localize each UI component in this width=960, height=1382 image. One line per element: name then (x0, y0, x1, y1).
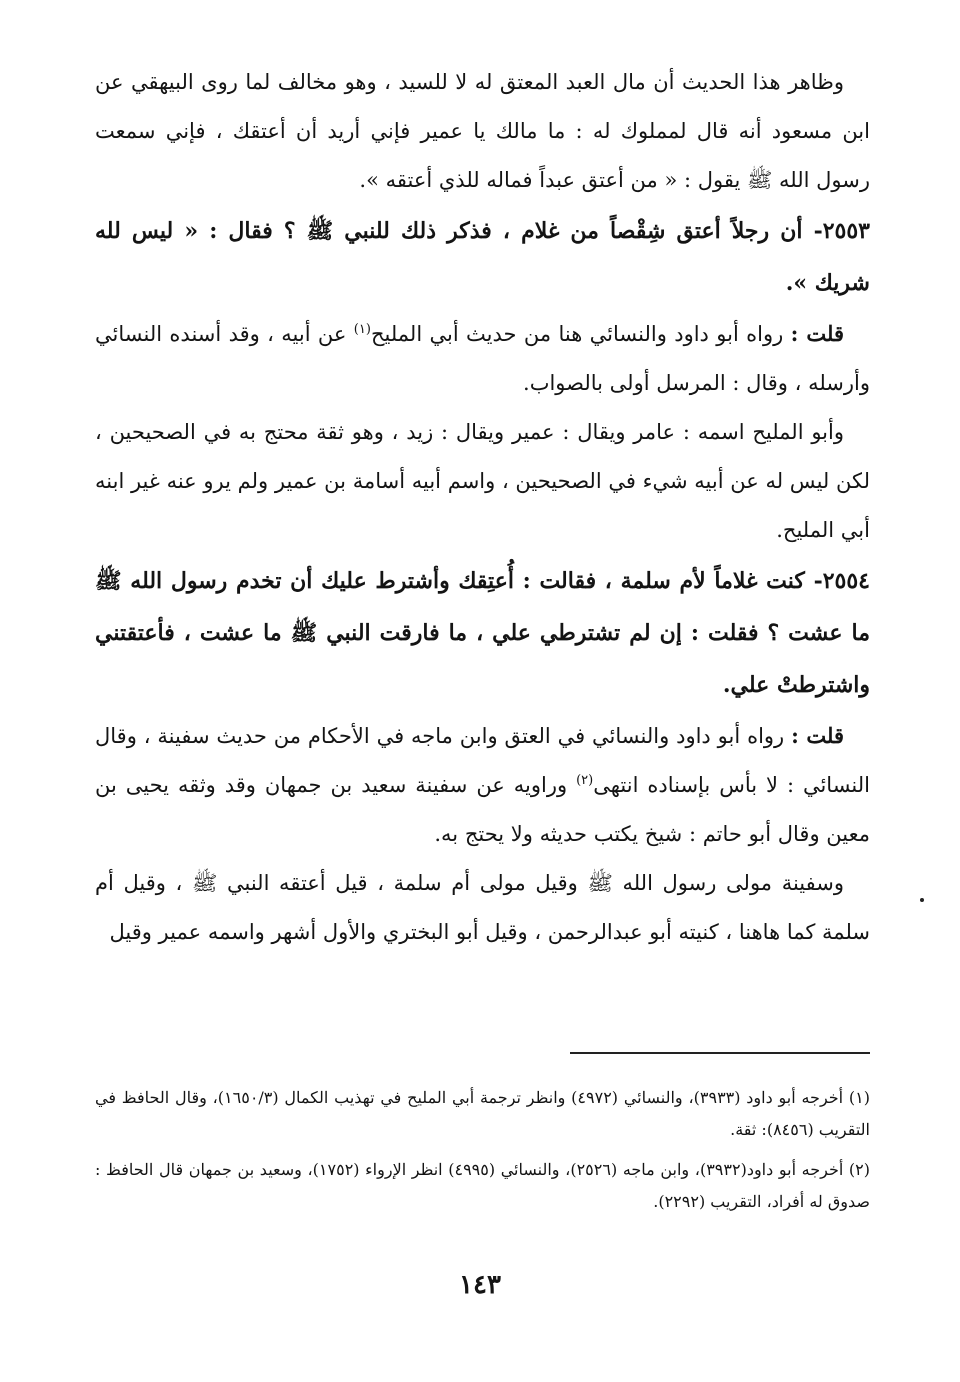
paragraph-qultu-2553 (95, 309, 870, 408)
qultu-text: رواه أبو داود والنسائي في العتق وابن ماجه في الأحكام من حديث سفينة ، وقال النسائي : لا بأس بإسناده انتهى (95, 724, 871, 797)
paragraph-qultu-2554 (95, 711, 870, 859)
footnote-ref-2[interactable]: (٢) (576, 773, 594, 788)
footnote-2: (٢) أخرجه أبو داود(٣٩٣٢)، وابن ماجه (٢٥٢٦)، والنسائي (٤٩٩٥) انظر الإرواء (١٧٥٢)، وسعيد بن جمهان قال الحافظ : صدوق له أفراد، التقريب (٢٢٩٢). (95, 1160, 870, 1211)
paragraph-safina: وسفينة مولى رسول الله ﷺ وقيل مولى أم سلمة ، قيل أعتقه النبي ﷺ ، وقيل أم سلمة كما هاهنا ، كنيته أبو عبدالرحمن ، وقيل أبو البختري والأول أشهر واسمه عمير وقيل (95, 871, 870, 944)
paragraph-bayhaqi-note: وظاهر هذا الحديث أن مال العبد المعتق له لا للسيد ، وهو مخالف لما روى البيهقي عن ابن مسعود أنه قال لمملوك له : ما مالك يا عمير فإني أريد أن أعتقك ، فإني سمعت رسول الله ﷺ يقول : « من أعتق عبداً فماله للذي أعتقه ». (95, 70, 870, 192)
footnote-separator (570, 1052, 870, 1054)
page-body (95, 58, 870, 957)
page-number: ١٤٣ (459, 1270, 501, 1300)
qultu-label: قلت : (790, 321, 845, 346)
hadith-2554: ٢٥٥٤- كنت غلاماً لأم سلمة ، فقالت : أُعتِقك وأشترط عليك أن تخدم رسول الله ﷺ ما عشت ؟ فقلت : إن لم تشترطي علي ، ما فارقت النبي ﷺ ما عشت ، فأعتقتني واشترطتْ علي. (95, 568, 870, 698)
qultu-label: قلت : (791, 723, 844, 748)
footnote-1: (١) أخرجه أبو داود (٣٩٣٣)، والنسائي (٤٩٧٢) وانظر ترجمة أبي المليح في تهذيب الكمال (١٦٥٠/٣)، وقال الحافظ في التقريب (٨٤٥٦): ثقة. (95, 1088, 871, 1139)
paragraph-abu-malih: وأبو المليح اسمه : عامر ويقال : عمير ويقال : زيد ، وهو ثقة محتج به في الصحيحين ، لكن ليس له عن أبيه شيء في الصحيحين ، واسم أبيه أسامة بن عمير ولم يرو عنه غير ابنه أبي المليح. (95, 420, 870, 542)
footnote-ref-1[interactable]: (١) (353, 322, 371, 337)
hadith-2553: ٢٥٥٣- أن رجلاً أعتق شِقْصاً من غلام ، فذكر ذلك للنبي ﷺ ؟ فقال : « ليس لله شريك ». (95, 218, 870, 296)
qultu-text-cont: عن أبيه ، وقد أسنده النسائي وأرسله ، وقال : المرسل أولى بالصواب. (95, 322, 870, 395)
margin-dot (920, 898, 924, 902)
footnotes (95, 1082, 870, 1226)
qultu-text: رواه أبو داود والنسائي هنا من حديث أبي المليح (370, 322, 791, 346)
qultu-text-cont: وراويه عن سفينة سعيد بن جمهان وقد وثقه يحيى بن معين وقال أبو حاتم : شيخ يكتب حديثه ولا يحتج به. (95, 773, 870, 846)
